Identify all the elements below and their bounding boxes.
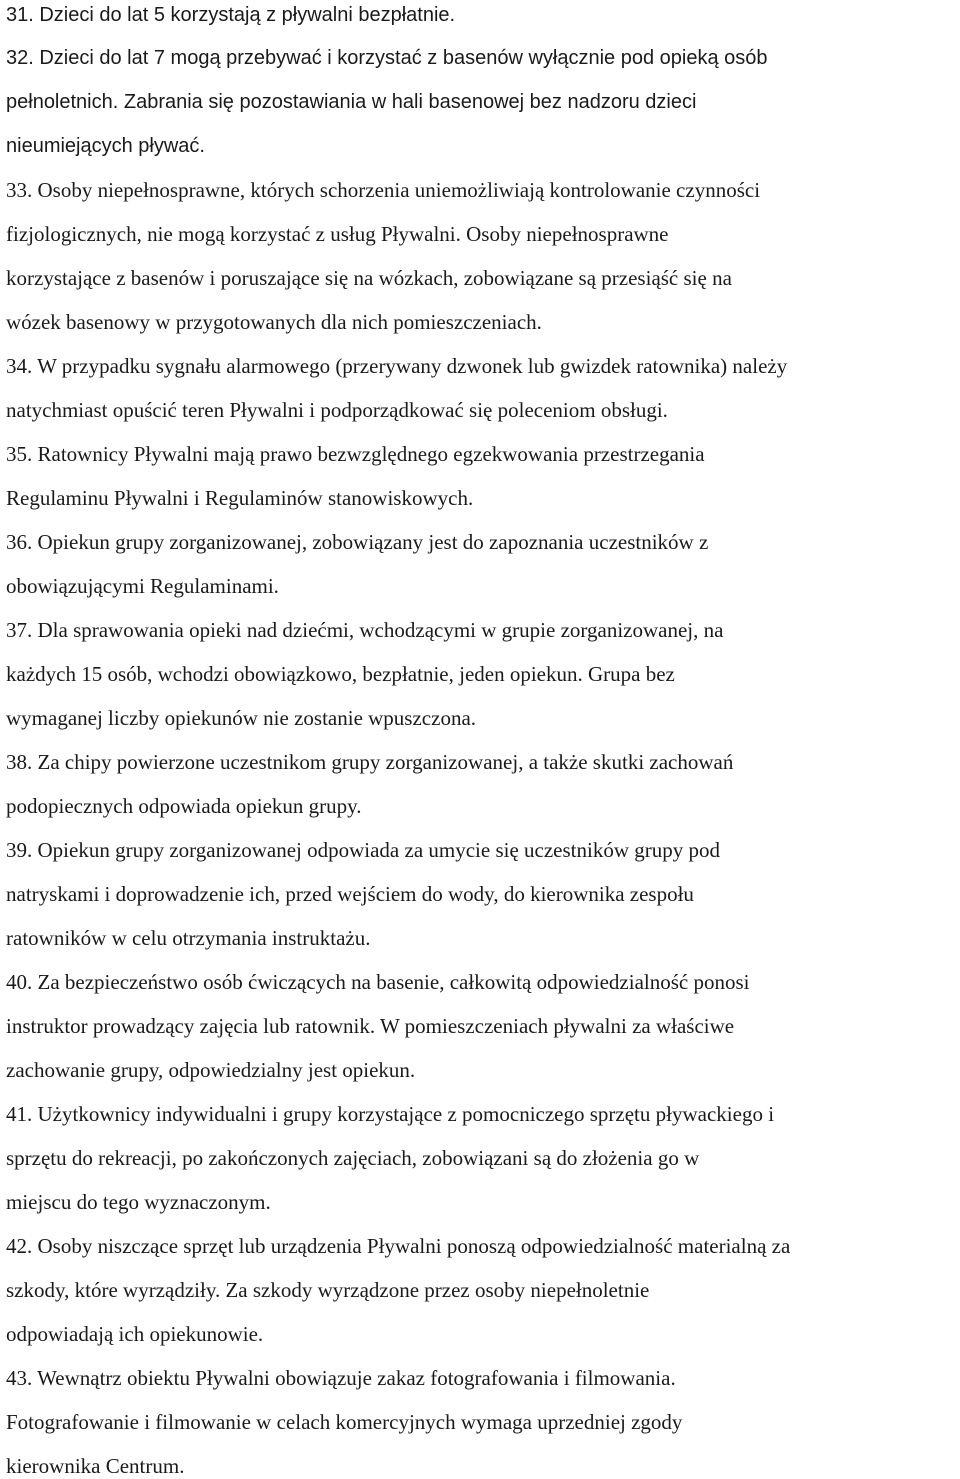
text-line: 33. Osoby niepełnosprawne, których schorzenia uniemożliwiają kontrolowanie czynności [6, 178, 761, 202]
text-line: 36. Opiekun grupy zorganizowanej, zobowiązany jest do zapoznania uczestników z [6, 530, 709, 554]
text-line: miejscu do tego wyznaczonym. [6, 1190, 271, 1214]
text-line: 32. Dzieci do lat 7 mogą przebywać i korzystać z basenów wyłącznie pod opieką osób [6, 47, 768, 69]
text-line: kierownika Centrum. [6, 1454, 185, 1478]
text-line: zachowanie grupy, odpowiedzialny jest opiekun. [6, 1058, 416, 1082]
text-line: 42. Osoby niszczące sprzęt lub urządzenia Pływalni ponoszą odpowiedzialność materialną za [6, 1234, 791, 1258]
text-line: 34. W przypadku sygnału alarmowego (przerywany dzwonek lub gwizdek ratownika) należy [6, 354, 788, 378]
text-line: 41. Użytkownicy indywidualni i grupy korzystające z pomocniczego sprzętu pływackiego i [6, 1102, 775, 1126]
text-line: pełnoletnich. Zabrania się pozostawiania w hali basenowej bez nadzoru dzieci [6, 91, 697, 113]
text-line: natryskami i doprowadzenie ich, przed wejściem do wody, do kierownika zespołu [6, 882, 694, 906]
text-line: korzystające z basenów i poruszające się na wózkach, zobowiązane są przesiąść się na [6, 266, 732, 290]
text-line: natychmiast opuścić teren Pływalni i podporządkować się poleceniom obsługi. [6, 398, 668, 422]
text-line: Fotografowanie i filmowanie w celach komercyjnych wymaga uprzedniej zgody [6, 1410, 683, 1434]
text-line: instruktor prowadzący zajęcia lub ratownik. W pomieszczeniach pływalni za właściwe [6, 1014, 735, 1038]
text-line: nieumiejących pływać. [6, 135, 205, 157]
text-line: wózek basenowy w przygotowanych dla nich pomieszczeniach. [6, 310, 542, 334]
text-line: Regulaminu Pływalni i Regulaminów stanowiskowych. [6, 486, 474, 510]
text-line: obowiązującymi Regulaminami. [6, 574, 279, 598]
text-line: każdych 15 osób, wchodzi obowiązkowo, bezpłatnie, jeden opiekun. Grupa bez [6, 662, 675, 686]
text-line: 43. Wewnątrz obiektu Pływalni obowiązuje zakaz fotografowania i filmowania. [6, 1366, 676, 1390]
text-line: sprzętu do rekreacji, po zakończonych zajęciach, zobowiązani są do złożenia go w [6, 1146, 700, 1170]
text-line: 38. Za chipy powierzone uczestnikom grupy zorganizowanej, a także skutki zachowań [6, 750, 734, 774]
text-line: 31. Dzieci do lat 5 korzystają z pływalni bezpłatnie. [6, 4, 456, 26]
text-line: podopiecznych odpowiada opiekun grupy. [6, 794, 362, 818]
text-line: wymaganej liczby opiekunów nie zostanie wpuszczona. [6, 706, 477, 730]
text-line: ratowników w celu otrzymania instruktażu. [6, 926, 371, 950]
text-line: 39. Opiekun grupy zorganizowanej odpowiada za umycie się uczestników grupy pod [6, 838, 720, 862]
text-line: 37. Dla sprawowania opieki nad dziećmi, wchodzącymi w grupie zorganizowanej, na [6, 618, 724, 642]
text-line: fizjologicznych, nie mogą korzystać z usług Pływalni. Osoby niepełnosprawne [6, 222, 669, 246]
text-line: odpowiadają ich opiekunowie. [6, 1322, 264, 1346]
text-line: szkody, które wyrządziły. Za szkody wyrządzone przez osoby niepełnoletnie [6, 1278, 650, 1302]
text-line: 40. Za bezpieczeństwo osób ćwiczących na basenie, całkowitą odpowiedzialność ponosi [6, 970, 750, 994]
text-line: 35. Ratownicy Pływalni mają prawo bezwzględnego egzekwowania przestrzegania [6, 442, 705, 466]
